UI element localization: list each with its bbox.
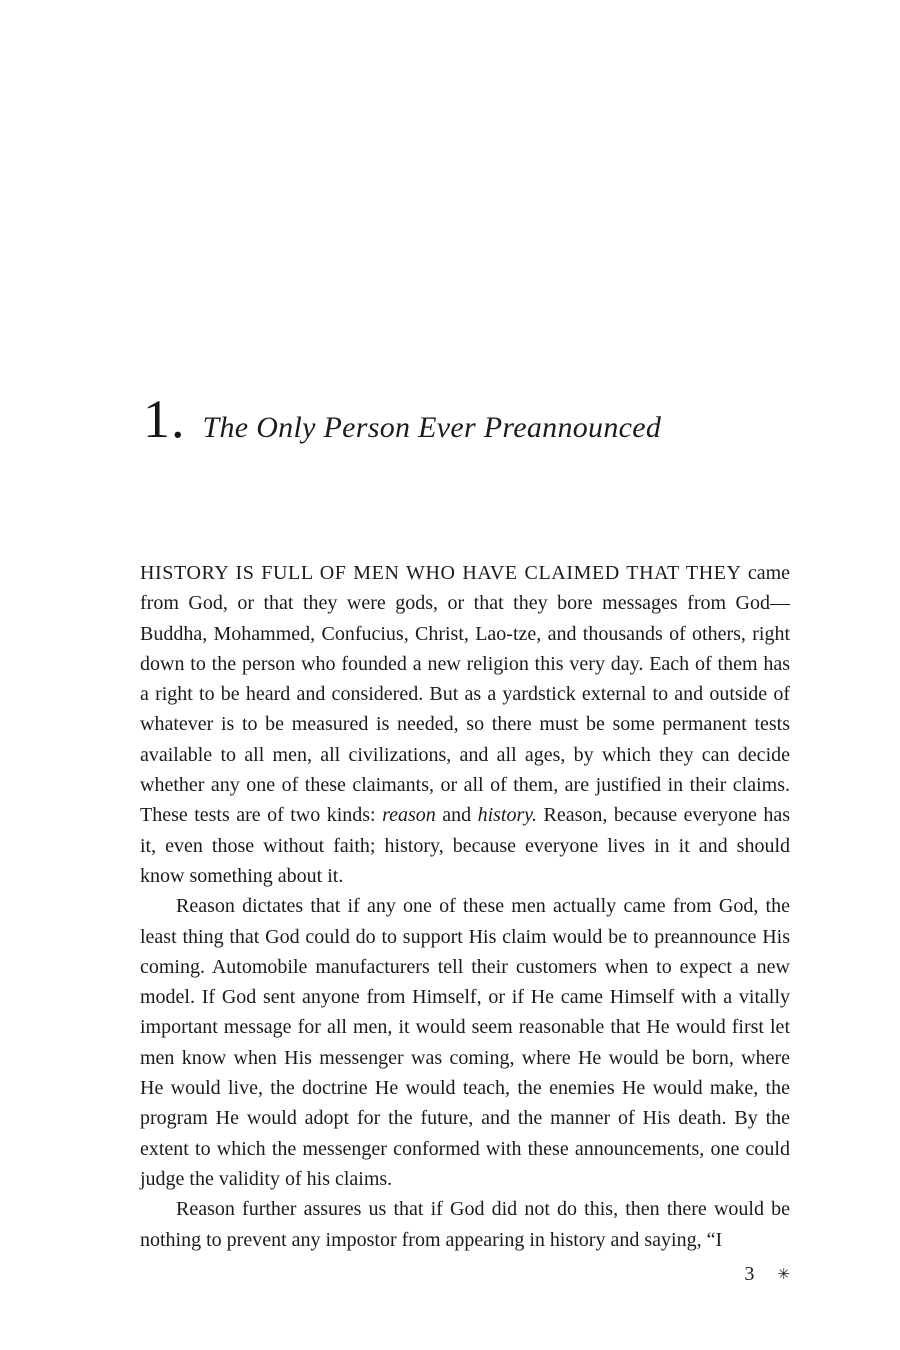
chapter-heading — [143, 389, 662, 449]
asterisk-ornament: ✳ — [777, 1264, 790, 1283]
paragraph — [140, 1194, 790, 1255]
body-text — [140, 558, 790, 1255]
body-text-segment: Reason, because everyone has it, even those without faith; history, because everyone lives in it and should know something about it. — [140, 804, 790, 887]
body-text-segment: and — [435, 804, 478, 827]
chapter-title: The Only Person Ever Preannounced — [202, 411, 662, 444]
page-footer — [140, 1264, 790, 1284]
body-text-segment: Reason dictates that if any one of these men actually came from God, the least thing that God could do to support His claim would be to preannounce His coming. Automobile manufacturers tell their customers when to expect a new model. If God sent anyone from Himself, or if He came Himself with a vitally important message for all men, it would seem reasonable that He would first let men know when His messenger was coming, where He would be born, where He would live, the doctrine He would teach, the enemies He would make, the program He would adopt for the future, and the manner of His death. By the extent to which the messenger conformed with these announcements, one could judge the validity of his claims. — [140, 895, 790, 1190]
body-text-segment: Reason further assures us that if God did not do this, then there would be nothing to prevent any impostor from appearing in history and saying, “I — [140, 1198, 790, 1251]
italic-text: history. — [477, 804, 538, 827]
chapter-number: 1. — [143, 389, 186, 449]
body-text-segment: came from God, or that they were gods, or that they bore messages from God—Buddha, Mohammed, Confucius, Christ, Lao-tze, and thousands of others, right down to the person who founded a new religion this very day. Each of them has a right to be heard and considered. But as a yardstick external to and outside of whatever is to be measured is needed, so there must be some permanent tests available to all men, all civilizations, and all ages, by which they can decide whether any one of these claimants, or all of them, are justified in their claims. These tests are of two kinds: — [140, 562, 791, 827]
lead-caps-text: HISTORY IS FULL OF MEN WHO HAVE CLAIMED THAT THEY — [140, 562, 742, 584]
page-number: 3 — [744, 1263, 755, 1285]
paragraph — [140, 891, 790, 1194]
italic-text: reason — [382, 804, 436, 827]
paragraph — [140, 558, 790, 891]
